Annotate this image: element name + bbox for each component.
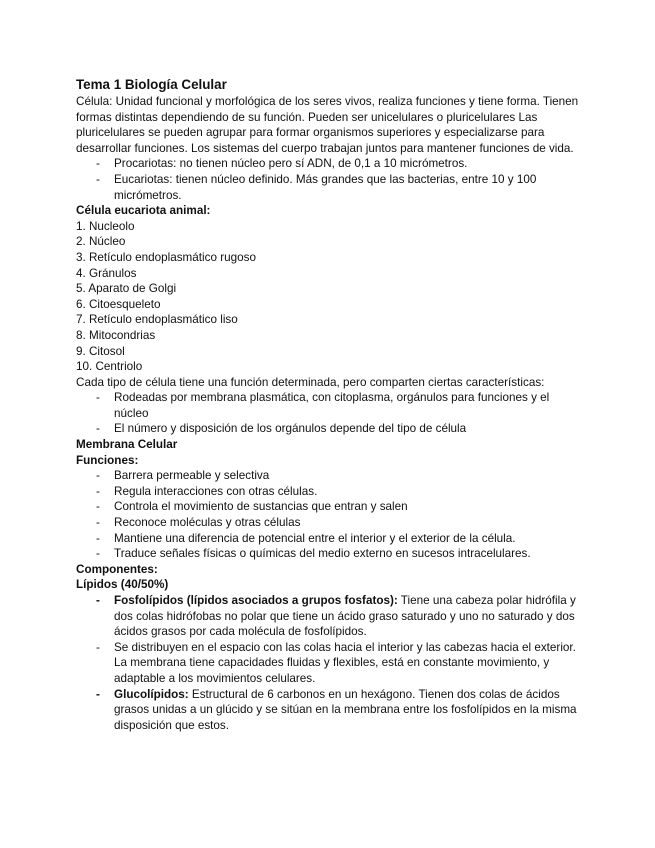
list-item: - Eucariotas: tienen núcleo definido. Más grandes que las bacterias, entre 10 y 100 micrómetros. [76,172,580,203]
glycolipids-label: Glucolípidos: [114,687,189,701]
shared-intro: Cada tipo de célula tiene una función determinada, pero comparten ciertas características: [76,375,545,389]
functions-heading: Funciones: [76,453,139,467]
list-item: 6. Citoesqueleto [76,297,161,311]
distribution-item: - Se distribuyen en el espacio con las colas hacia el interior y las cabezas hacia el exterior. La membrana tiene capacidades fluidas y flexibles, está en constante movimiento, y adaptable a los movimientos celulares. [76,640,580,687]
functions-list [76,468,580,562]
phospholipids-label: Fosfolípidos (lípidos asociados a grupos fosfatos): [114,594,398,607]
lipids-list [76,593,580,733]
list-item: 3. Retículo endoplasmático rugoso [76,250,256,264]
list-item: - Rodeadas por membrana plasmática, con citoplasma, orgánulos para funciones y el núcleo [76,390,580,421]
glycolipids-text: Estructural de 6 carbonos en un hexágono. Tienen dos colas de ácidos grasos unidas a un glúcido y se sitúan en la membrana entre los fosfolípidos en la misma disposición que estos. [114,687,577,732]
list-item: - Procariotas: no tienen núcleo pero sí ADN, de 0,1 a 10 micrómetros. [76,156,580,172]
list-item: - Reconoce moléculas y otras células [76,515,580,531]
list-item: 5. Aparato de Golgi [76,282,177,296]
list-item: 2. Núcleo [76,235,126,249]
list-item: - Mantiene una diferencia de potencial entre el interior y el exterior de la célula. [76,531,580,547]
eukaryote-heading: Célula eucariota animal: [76,204,211,218]
list-item: 7. Retículo endoplasmático liso [76,313,238,327]
list-item: - Controla el movimiento de sustancias que entran y salen [76,499,580,515]
list-item: 10. Centriolo [76,360,143,374]
intro-paragraph: Célula: Unidad funcional y morfológica de los seres vivos, realiza funciones y tiene forma. Tienen formas distintas dependiendo de su función. Pueden ser unicelulares o pluricelulares Las pluricelulares se pueden agrupar para formar organismos superiores y especializarse para desarrollar funciones. Los sistemas del cuerpo trabajan juntos para mantener funciones de vida. [76,95,579,155]
list-item: 4. Gránulos [76,266,137,280]
document-title: Tema 1 Biología Celular [76,77,227,92]
list-item: - Traduce señales físicas o químicas del medio externo en sucesos intracelulares. [76,546,580,562]
list-item: 1. Nucleolo [76,219,135,233]
list-item: 8. Mitocondrias [76,328,156,342]
list-item: - Barrera permeable y selectiva [76,468,580,484]
membrane-heading: Membrana Celular [76,438,178,452]
cell-types-list [76,156,580,203]
organelle-list [76,219,580,375]
list-item: - El número y disposición de los orgánulos depende del tipo de célula [76,421,580,437]
lipids-heading: Lípidos (40/50%) [76,578,169,592]
components-heading: Componentes: [76,562,158,576]
document-page [76,76,580,733]
list-item: - Regula interacciones con otras células. [76,484,580,500]
list-item: 9. Citosol [76,344,125,358]
phospholipids-text: Tiene una cabeza polar hidrófila y dos colas hidrófobas no polar que tiene un ácido graso saturado y uno no saturado y dos ácidos grasos por cada molécula de fosfolípidos. [114,594,576,639]
glycolipids-item [76,687,580,734]
shared-list [76,390,580,437]
phospholipids-item [76,593,580,640]
